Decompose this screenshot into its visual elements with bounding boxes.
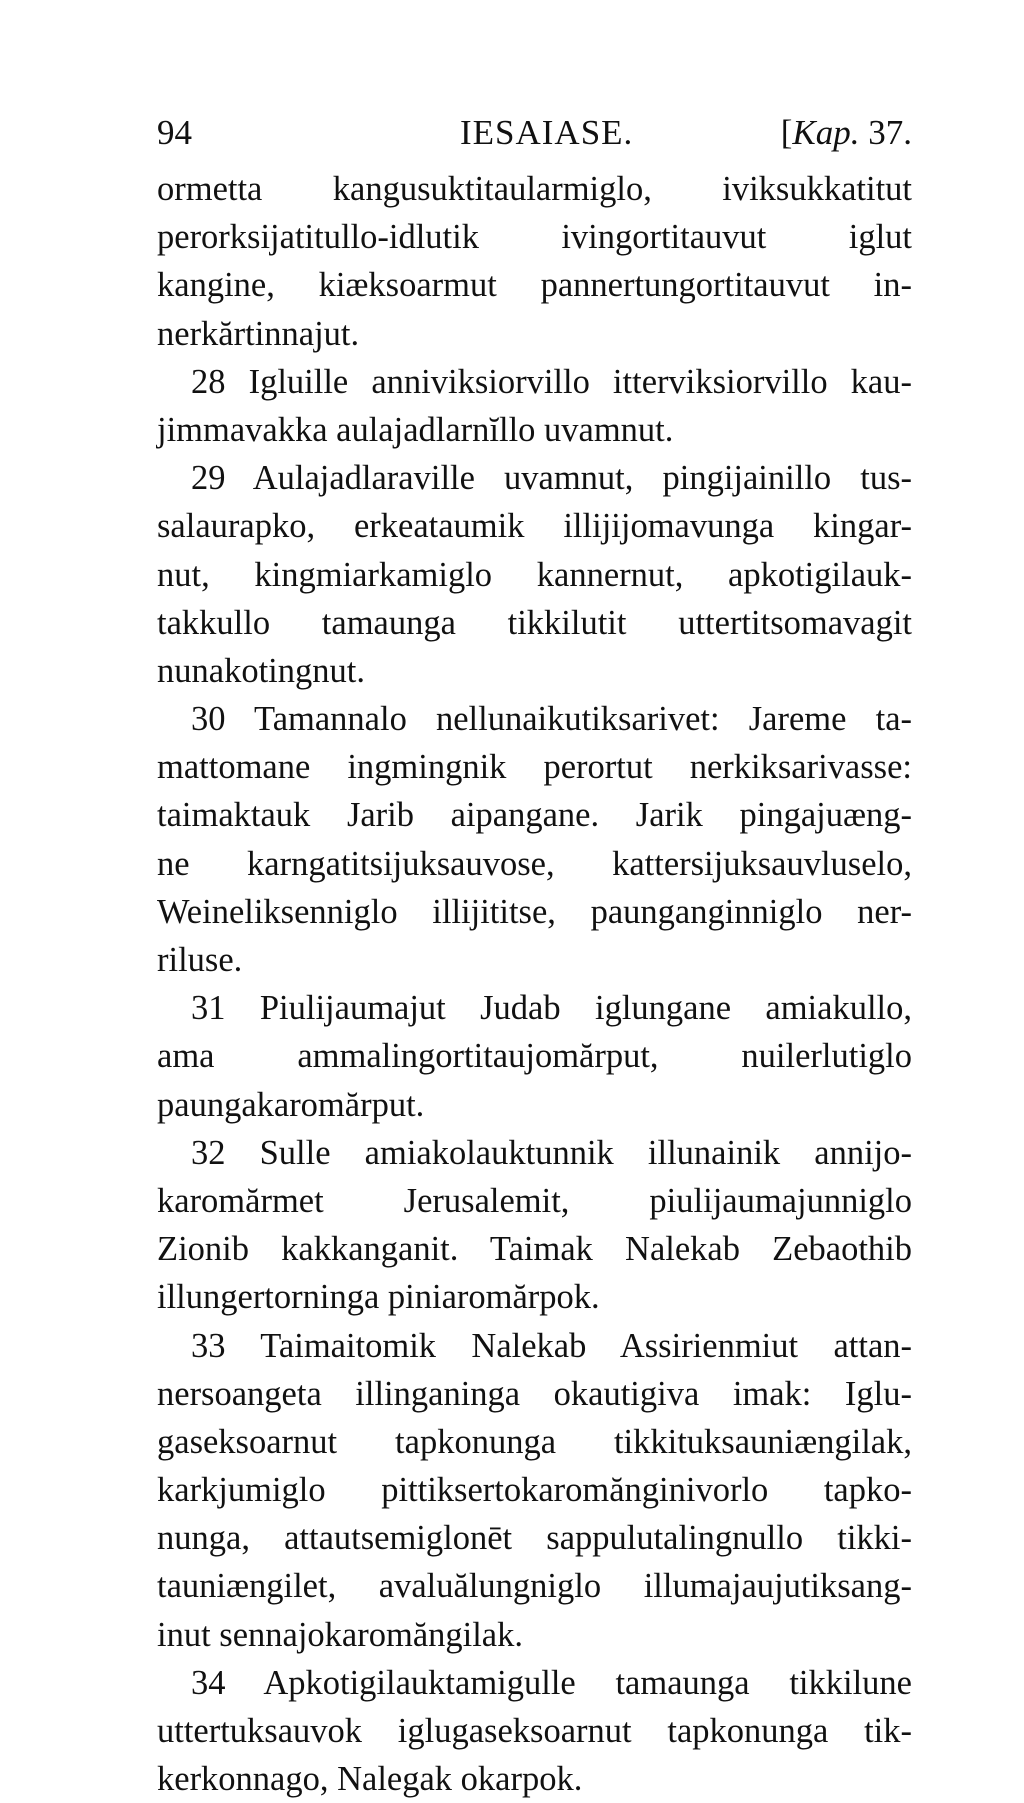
running-title: IESAIASE. xyxy=(460,113,634,152)
text-line: Zionib kakkanganit. Taimak Nalekab Zebaothib xyxy=(157,1230,912,1269)
page-number: 94 xyxy=(157,113,192,152)
text-line: uttertuksauvok iglugaseksoarnut tapkonunga tik- xyxy=(157,1712,912,1750)
text-line: riluse. xyxy=(157,941,243,979)
text-line: ne karngatitsijuksauvose, kattersijuksauvluselo, xyxy=(157,844,912,883)
text-line: 29 Aulajadlaraville uvamnut, pingijainillo tus- xyxy=(191,459,912,498)
text-line: takkullo tamaunga tikkilutit uttertitsomavagit xyxy=(157,603,912,642)
chapter-number: 37. xyxy=(868,113,912,152)
text-line: illungertorninga piniaromărpok. xyxy=(157,1278,600,1317)
body-text xyxy=(157,165,912,1803)
text-line: perorksijatitullo-idlutik ivingortitauvut iglut xyxy=(157,218,912,257)
text-line: 34 Apkotigilauktamigulle tamaunga tikkilune xyxy=(191,1663,912,1702)
text-line: mattomane ingmingnik perortut nerkiksarivasse: xyxy=(157,748,912,787)
text-line: paungakaromărput. xyxy=(157,1085,425,1124)
text-line: 28 Igluille anniviksiorvillo itterviksiorvillo kau- xyxy=(191,362,912,401)
text-line: nut, kingmiarkamiglo kannernut, apkotigilauk- xyxy=(157,555,912,594)
text-line: ama ammalingortitaujomărput, nuilerlutiglo xyxy=(157,1037,912,1076)
text-line: nunga, attautsemiglonēt sappulutalingnullo tikki- xyxy=(157,1519,912,1558)
chapter-reference xyxy=(781,108,912,158)
chapter-label: Kap. xyxy=(792,113,860,152)
text-line: karkjumiglo pittiksertokaromănginivorlo tapko- xyxy=(157,1471,912,1510)
text-line: 33 Taimaitomik Nalekab Assirienmiut attan- xyxy=(191,1326,912,1365)
chapter-open-bracket: [ xyxy=(780,113,793,152)
text-line: salaurapko, erkeataumik illijijomavunga kingar- xyxy=(157,507,912,546)
text-line: inut sennajokaromăngilak. xyxy=(157,1615,523,1654)
text-line: gaseksoarnut tapkonunga tikkituksauniængilak, xyxy=(157,1422,912,1461)
text-line: 31 Piulijaumajut Judab iglungane amiakullo, xyxy=(191,989,912,1028)
text-line: taimaktauk Jarib aipangane. Jarik pingajuæng- xyxy=(157,796,912,835)
text-line: nerkărtinnajut. xyxy=(157,314,360,353)
text-line: 30 Tamannalo nellunaikutiksarivet: Jareme ta- xyxy=(191,700,912,739)
text-line: jimmavakka aulajadlarnĭllo uvamnut. xyxy=(157,410,674,449)
text-line: kerkonnago, Nalegak okarpok. xyxy=(157,1760,583,1799)
text-line: 32 Sulle amiakolauktunnik illunainik annijo- xyxy=(191,1133,912,1172)
text-line: nersoangeta illinganinga okautigiva imak: Iglu- xyxy=(157,1374,912,1413)
text-line: ormetta kangusuktitaularmiglo, iviksukkatitut xyxy=(157,170,912,208)
text-line: tauniængilet, avaluălungniglo illumajaujutiksang- xyxy=(157,1567,912,1606)
page-header xyxy=(157,108,912,158)
text-line: karomărmet Jerusalemit, piulijaumajunniglo xyxy=(157,1181,912,1220)
text-line: Weineliksenniglo illijititse, paunganginniglo ner- xyxy=(157,892,912,931)
text-line: nunakotingnut. xyxy=(157,651,365,690)
text-line: kangine, kiæksoarmut pannertungortitauvut in- xyxy=(157,266,912,305)
